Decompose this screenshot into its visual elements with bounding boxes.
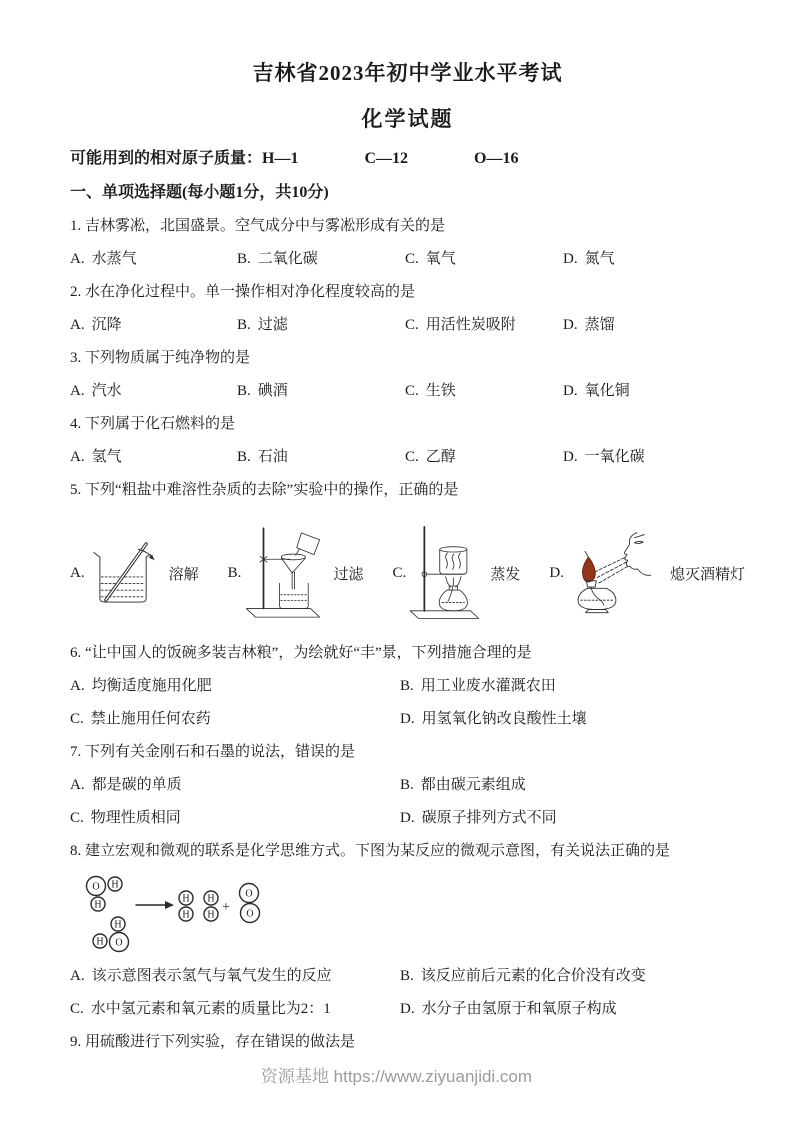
svg-text:H: H [207,893,215,905]
atomic-mass-h: H—1 [262,150,299,167]
svg-text:O: O [92,881,100,893]
beaker-stirring-rod-icon [88,535,166,611]
question-8-option-b: B. 该反应前后元素的化合价没有改变 [400,968,646,984]
question-2-option-c: C. 用活性炭吸附 [405,317,516,333]
svg-text:H: H [111,879,119,891]
question-6-option-a: A. 均衡适度施用化肥 [70,678,212,694]
question-5-option-d: D. 熄灭酒精灯 [549,513,745,633]
question-1-options [70,249,745,269]
question-5-option-b: B. 过滤 [228,513,364,633]
question-6-options-row1 [70,676,745,696]
question-4 [70,414,745,467]
question-5-diagrams [70,513,745,633]
question-5-caption-c: 蒸发 [490,566,521,583]
page-subtitle: 化学试题 [361,107,454,131]
question-5 [70,480,745,633]
svg-text:O: O [245,888,253,900]
question-6-options-row2 [70,709,745,729]
svg-text:H: H [182,909,190,921]
svg-text:O: O [246,908,254,920]
question-4-stem: 4. 下列属于化石燃料的是 [70,416,236,432]
question-1-stem: 1. 吉林雾凇，北国盛景。空气成分中与雾凇形成有关的是 [70,218,446,234]
question-7-option-c: C. 物理性质相同 [70,810,181,826]
question-1-option-b: B. 二氧化碳 [237,251,318,267]
question-8-options-row1 [70,966,745,986]
question-1-option-a: A. 水蒸气 [70,251,137,267]
svg-text:H: H [96,936,104,948]
question-6-option-c: C. 禁止施用任何农药 [70,711,211,727]
question-8-micro-diagram [70,874,745,954]
question-5-option-a: A. 溶解 [70,535,199,611]
question-2-option-a: A. 沉降 [70,317,122,333]
question-6-option-b: B. 用工业废水灌溉农田 [400,678,556,694]
question-7-option-a: A. 都是碳的单质 [70,777,182,793]
question-6-stem: 6. “让中国人的饭碗多装吉林粮”，为绘就好“丰”景，下列措施合理的是 [70,645,532,661]
svg-text:H: H [114,919,122,931]
question-2-option-d: D. 蒸馏 [563,317,615,333]
question-4-option-d: D. 一氧化碳 [563,449,645,465]
question-8-option-d: D. 水分子由氢原于和氧原子构成 [400,1001,617,1017]
svg-text:O: O [115,937,123,949]
question-8-options-row2 [70,999,745,1019]
question-9 [70,1032,745,1052]
question-7-stem: 7. 下列有关金刚石和石墨的说法，错误的是 [70,744,356,760]
question-7-option-d: D. 碳原子排列方式不同 [400,810,557,826]
question-3-option-d: D. 氧化铜 [563,383,630,399]
atomic-mass-c: C—12 [364,150,409,167]
question-3-option-c: C. 生铁 [405,383,456,399]
question-5-caption-d: 熄灭酒精灯 [669,566,745,583]
atomic-mass-o: O—16 [474,150,519,167]
question-1-option-c: C. 氧气 [405,251,456,267]
atomic-mass-line [70,148,745,170]
question-3-option-a: A. 汽水 [70,383,122,399]
question-7-options-row1 [70,775,745,795]
section-heading: 一、单项选择题(每小题1分，共10分) [70,184,329,201]
question-7-options-row2 [70,808,745,828]
question-3-stem: 3. 下列物质属于纯净物的是 [70,350,251,366]
question-5-stem: 5. 下列“粗盐中难溶性杂质的去除”实验中的操作，正确的是 [70,482,459,498]
blowing-out-alcohol-lamp-icon [567,513,667,633]
question-8 [70,841,745,1019]
question-8-option-a: A. 该示意图表示氢气与氧气发生的反应 [70,968,332,984]
question-8-option-c: C. 水中氢元素和氧元素的质量比为2：1 [70,1001,331,1017]
question-5-caption-b: 过滤 [333,566,364,583]
atomic-mass-label: 可能用到的相对原子质量： [70,150,263,167]
page-title: 吉林省2023年初中学业水平考试 [252,61,563,85]
question-6-option-d: D. 用氢氧化钠改良酸性土壤 [400,711,587,727]
question-4-options [70,447,745,467]
question-5-caption-a: 溶解 [168,566,199,583]
question-7-option-b: B. 都由碳元素组成 [400,777,526,793]
question-8-stem: 8. 建立宏观和微观的联系是化学思维方式。下图为某反应的微观示意图，有关说法正确的是 [70,843,671,859]
question-2-stem: 2. 水在净化过程中。单一操作相对净化程度较高的是 [70,284,416,300]
question-4-option-a: A. 氢气 [70,449,122,465]
question-9-stem: 9. 用硫酸进行下列实验，存在错误的做法是 [70,1034,356,1050]
question-5-option-c: C. 蒸发 [393,514,521,632]
evaporation-dish-lamp-icon [409,514,487,632]
watermark-footer: 资源基地 https://www.ziyuanjidi.com [260,1067,533,1086]
reaction-micro-diagram-icon [70,874,320,954]
svg-text:H: H [182,893,190,905]
filtration-stand-funnel-icon [244,513,330,633]
question-2-option-b: B. 过滤 [237,317,288,333]
question-1-option-d: D. 氮气 [563,251,615,267]
question-4-option-b: B. 石油 [237,449,288,465]
question-7 [70,742,745,828]
question-3 [70,348,745,401]
question-1 [70,216,745,269]
question-3-option-b: B. 碘酒 [237,383,288,399]
question-4-option-c: C. 乙醇 [405,449,456,465]
question-6 [70,643,745,729]
svg-text:H: H [94,899,102,911]
question-2-options [70,315,745,335]
svg-text:+: + [222,900,230,915]
svg-text:H: H [207,909,215,921]
question-3-options [70,381,745,401]
question-2 [70,282,745,335]
